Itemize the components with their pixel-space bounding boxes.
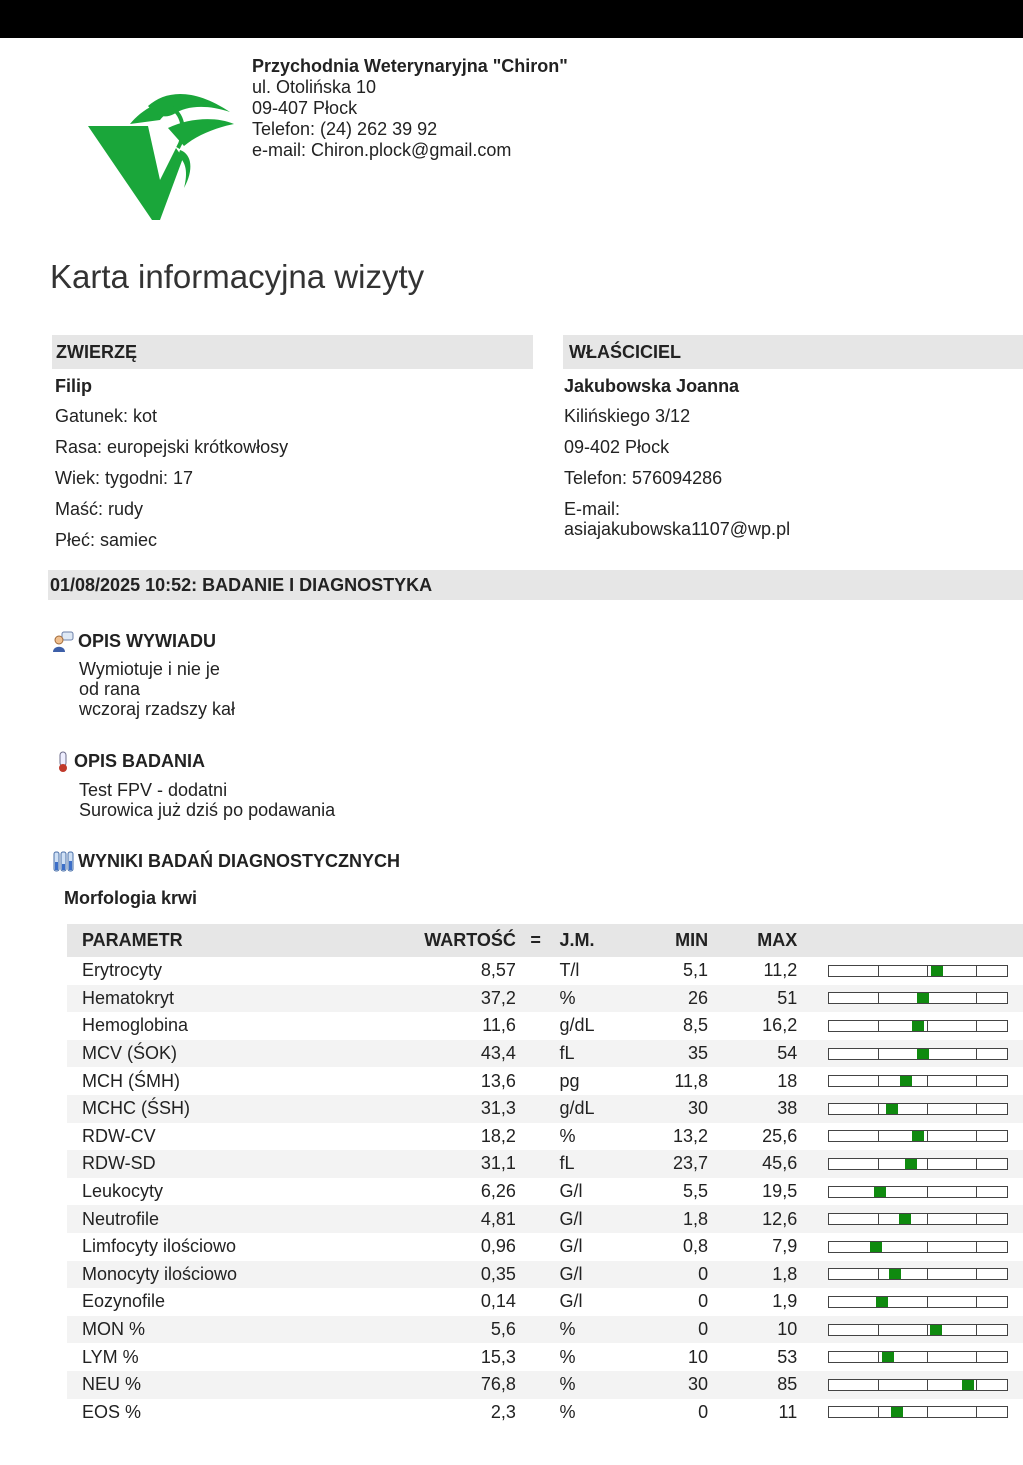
value-cell: 31,3 bbox=[310, 1095, 516, 1123]
min-cell: 13,2 bbox=[673, 1125, 709, 1146]
animal-section-header: ZWIERZĘ bbox=[52, 335, 533, 369]
eq-cell bbox=[516, 1261, 556, 1289]
range-bar bbox=[828, 1186, 1008, 1198]
eq-cell bbox=[516, 1288, 556, 1316]
range-tick bbox=[976, 1297, 977, 1307]
param-cell: MCHC (ŚSH) bbox=[67, 1095, 310, 1123]
value-marker bbox=[905, 1159, 917, 1169]
range-bar bbox=[828, 992, 1008, 1004]
value-cell: 76,8 bbox=[310, 1371, 516, 1399]
unit-cell: % bbox=[559, 1401, 576, 1422]
max-cell: 11,2 bbox=[763, 960, 798, 981]
range-bar bbox=[828, 1075, 1008, 1087]
unit-cell: % bbox=[559, 1125, 576, 1146]
range-cell bbox=[801, 1095, 1023, 1123]
eq-cell bbox=[516, 957, 556, 985]
exam-text: Test FPV - dodatni Surowica już dziś po podawania bbox=[79, 780, 336, 820]
range-tick bbox=[878, 966, 879, 976]
range-tick bbox=[878, 993, 879, 1003]
min-cell: 30 bbox=[649, 1371, 709, 1399]
range-tick bbox=[976, 993, 977, 1003]
max-cell: 1,9 bbox=[772, 1291, 798, 1312]
max-cell: 85 bbox=[708, 1371, 801, 1399]
value-cell: 11,6 bbox=[482, 1015, 516, 1036]
max-cell: 19,5 bbox=[762, 1181, 798, 1202]
param-cell: EOS % bbox=[82, 1401, 142, 1422]
max-cell: 45,6 bbox=[708, 1150, 801, 1178]
range-bar bbox=[828, 1351, 1008, 1363]
eq-cell bbox=[516, 1095, 556, 1123]
range-tick bbox=[878, 1325, 879, 1335]
min-cell: 35 bbox=[649, 1040, 709, 1068]
range-bar bbox=[828, 1268, 1008, 1280]
range-bar bbox=[828, 965, 1008, 977]
range-bar bbox=[828, 1103, 1008, 1115]
col-value: WARTOŚĆ bbox=[310, 924, 516, 957]
value-marker bbox=[930, 1325, 942, 1335]
min-cell: 0 bbox=[698, 1291, 709, 1312]
max-cell: 54 bbox=[708, 1040, 801, 1068]
max-cell: 18 bbox=[777, 1070, 798, 1091]
value-cell: 6,26 bbox=[480, 1181, 516, 1202]
value-cell: 18,2 bbox=[480, 1125, 516, 1146]
owner-email-label: E-mail: bbox=[564, 499, 621, 519]
clinic-info bbox=[252, 56, 568, 161]
panel-name: Morfologia krwi bbox=[64, 888, 198, 908]
range-bar bbox=[828, 1324, 1008, 1336]
range-tick bbox=[927, 1297, 928, 1307]
range-cell bbox=[801, 1261, 1023, 1289]
min-cell: 23,7 bbox=[649, 1150, 709, 1178]
range-bar bbox=[828, 1130, 1008, 1142]
range-tick bbox=[927, 1407, 928, 1417]
range-tick bbox=[878, 1021, 879, 1031]
max-cell: 25,6 bbox=[762, 1125, 798, 1146]
param-cell: Monocyty ilościowo bbox=[67, 1261, 310, 1289]
value-cell: 4,81 bbox=[310, 1205, 516, 1233]
range-cell bbox=[801, 1123, 1023, 1151]
value-marker bbox=[917, 1049, 929, 1059]
range-tick bbox=[878, 1214, 879, 1224]
unit-cell: % bbox=[555, 1371, 648, 1399]
range-tick bbox=[976, 1187, 977, 1197]
range-tick bbox=[976, 1131, 977, 1141]
value-marker bbox=[912, 1131, 924, 1141]
results-title-label: WYNIKI BADAŃ DIAGNOSTYCZNYCH bbox=[78, 851, 400, 871]
table-row bbox=[67, 1343, 1023, 1371]
param-cell: Eozynofile bbox=[82, 1291, 166, 1312]
col-param: PARAMETR bbox=[67, 924, 310, 957]
table-row bbox=[67, 1012, 1023, 1040]
eq-cell bbox=[516, 1371, 556, 1399]
interview-text: Wymiotuje i nie je od rana wczoraj rzadszy kał bbox=[79, 659, 236, 719]
col-max: MAX bbox=[708, 924, 801, 957]
clinic-city: 09-407 Płock bbox=[252, 98, 358, 118]
results-table bbox=[67, 924, 1023, 1426]
results-title bbox=[52, 850, 400, 873]
max-cell: 51 bbox=[708, 985, 801, 1013]
range-bar bbox=[828, 1406, 1008, 1418]
animal-color: Maść: rudy bbox=[55, 499, 144, 519]
max-cell: 11 bbox=[778, 1401, 798, 1422]
clinic-name: Przychodnia Weterynaryjna "Chiron" bbox=[252, 56, 568, 76]
results-body bbox=[67, 957, 1023, 1426]
value-cell: 2,3 bbox=[490, 1401, 516, 1422]
eq-cell bbox=[516, 1178, 556, 1206]
range-cell bbox=[801, 1233, 1023, 1261]
col-range bbox=[801, 924, 1023, 957]
value-marker bbox=[889, 1269, 901, 1279]
param-cell: LYM % bbox=[82, 1346, 139, 1367]
exam-title bbox=[56, 750, 205, 773]
param-cell: Erytrocyty bbox=[82, 960, 163, 981]
range-tick bbox=[878, 1352, 879, 1362]
col-unit: J.M. bbox=[555, 924, 648, 957]
range-cell bbox=[801, 1067, 1023, 1095]
eq-cell bbox=[516, 1233, 556, 1261]
param-cell: Leukocyty bbox=[82, 1181, 164, 1202]
owner-section-header: WŁAŚCICIEL bbox=[563, 335, 1023, 369]
range-tick bbox=[878, 1407, 879, 1417]
max-cell: 53 bbox=[777, 1346, 798, 1367]
test-tubes-icon bbox=[52, 851, 74, 873]
range-bar bbox=[828, 1213, 1008, 1225]
range-tick bbox=[927, 1269, 928, 1279]
range-tick bbox=[976, 1242, 977, 1252]
value-marker bbox=[874, 1187, 886, 1197]
unit-cell: g/dL bbox=[559, 1015, 595, 1036]
unit-cell: % bbox=[555, 1316, 648, 1344]
animal-info bbox=[55, 376, 288, 550]
range-tick bbox=[976, 1352, 977, 1362]
eq-cell bbox=[516, 1150, 556, 1178]
range-tick bbox=[927, 1159, 928, 1169]
range-tick bbox=[976, 1269, 977, 1279]
value-marker bbox=[882, 1352, 894, 1362]
value-marker bbox=[912, 1021, 924, 1031]
owner-email: asiajakubowska1107@wp.pl bbox=[564, 519, 791, 539]
range-tick bbox=[927, 1214, 928, 1224]
value-cell: 0,14 bbox=[480, 1291, 516, 1312]
range-tick bbox=[927, 1021, 928, 1031]
value-cell: 31,1 bbox=[310, 1150, 516, 1178]
min-cell: 5,5 bbox=[683, 1181, 709, 1202]
clinic-email: e-mail: Chiron.plock@gmail.com bbox=[252, 140, 512, 160]
range-tick bbox=[878, 1076, 879, 1086]
page-title: Karta informacyjna wizyty bbox=[50, 258, 425, 295]
range-tick bbox=[927, 1076, 928, 1086]
range-tick bbox=[878, 1131, 879, 1141]
table-row bbox=[67, 1288, 1023, 1316]
table-row bbox=[67, 1399, 1023, 1427]
unit-cell: % bbox=[555, 985, 648, 1013]
unit-cell: T/l bbox=[559, 960, 580, 981]
table-row bbox=[67, 985, 1023, 1013]
value-cell: 43,4 bbox=[310, 1040, 516, 1068]
unit-cell: G/l bbox=[559, 1181, 583, 1202]
param-cell: MON % bbox=[67, 1316, 310, 1344]
unit-cell: % bbox=[559, 1346, 576, 1367]
animal-sex: Płeć: samiec bbox=[55, 530, 158, 550]
value-cell: 8,57 bbox=[480, 960, 516, 981]
value-marker bbox=[900, 1076, 912, 1086]
range-cell bbox=[801, 1316, 1023, 1344]
owner-name: Jakubowska Joanna bbox=[564, 376, 740, 396]
min-cell: 0 bbox=[698, 1401, 709, 1422]
animal-name: Filip bbox=[55, 376, 92, 396]
range-cell bbox=[801, 1288, 1023, 1316]
param-cell: RDW-CV bbox=[82, 1125, 156, 1146]
range-cell bbox=[801, 1012, 1023, 1040]
value-marker bbox=[891, 1407, 903, 1417]
top-status-bar bbox=[0, 0, 1023, 38]
range-tick bbox=[927, 1380, 928, 1390]
range-tick bbox=[878, 1049, 879, 1059]
unit-cell: G/l bbox=[555, 1205, 648, 1233]
min-cell: 11,8 bbox=[674, 1070, 709, 1091]
table-row bbox=[67, 1150, 1023, 1178]
max-cell: 38 bbox=[708, 1095, 801, 1123]
value-cell: 13,6 bbox=[480, 1070, 516, 1091]
param-cell: NEU % bbox=[67, 1371, 310, 1399]
value-marker bbox=[870, 1242, 882, 1252]
min-cell: 0 bbox=[649, 1316, 709, 1344]
unit-cell: g/dL bbox=[555, 1095, 648, 1123]
range-cell bbox=[801, 1040, 1023, 1068]
clinic-logo bbox=[88, 88, 238, 228]
range-tick bbox=[927, 1104, 928, 1114]
range-tick bbox=[927, 966, 928, 976]
table-row bbox=[67, 1178, 1023, 1206]
eq-cell bbox=[516, 1040, 556, 1068]
unit-cell: G/l bbox=[555, 1261, 648, 1289]
owner-phone: Telefon: 576094286 bbox=[564, 468, 723, 488]
exam-title-label: OPIS BADANIA bbox=[74, 751, 206, 771]
range-tick bbox=[976, 1159, 977, 1169]
value-marker bbox=[899, 1214, 911, 1224]
eq-cell bbox=[516, 1067, 556, 1095]
range-tick bbox=[976, 1380, 977, 1390]
eq-cell bbox=[516, 1343, 556, 1371]
range-cell bbox=[801, 1150, 1023, 1178]
interview-title-label: OPIS WYWIADU bbox=[78, 631, 216, 651]
param-cell: MCV (ŚOK) bbox=[67, 1040, 310, 1068]
range-bar bbox=[828, 1158, 1008, 1170]
range-cell bbox=[801, 1205, 1023, 1233]
table-row bbox=[67, 1233, 1023, 1261]
max-cell: 1,8 bbox=[708, 1261, 801, 1289]
min-cell: 0,8 bbox=[683, 1236, 709, 1257]
unit-cell: G/l bbox=[559, 1291, 583, 1312]
range-tick bbox=[878, 1159, 879, 1169]
eq-cell bbox=[516, 1123, 556, 1151]
value-marker bbox=[917, 993, 929, 1003]
param-cell: Neutrofile bbox=[67, 1205, 310, 1233]
min-cell: 0 bbox=[649, 1261, 709, 1289]
range-tick bbox=[927, 1242, 928, 1252]
range-tick bbox=[976, 966, 977, 976]
animal-age: Wiek: tygodni: 17 bbox=[55, 468, 194, 488]
col-min: MIN bbox=[649, 924, 709, 957]
range-tick bbox=[976, 1214, 977, 1224]
table-row bbox=[67, 1067, 1023, 1095]
owner-city: 09-402 Płock bbox=[564, 437, 670, 457]
owner-street: Kilińskiego 3/12 bbox=[564, 406, 691, 426]
eq-cell bbox=[516, 1012, 556, 1040]
range-bar bbox=[828, 1241, 1008, 1253]
value-marker bbox=[876, 1297, 888, 1307]
range-tick bbox=[927, 1325, 928, 1335]
range-tick bbox=[927, 1352, 928, 1362]
unit-cell: fL bbox=[555, 1040, 648, 1068]
range-bar bbox=[828, 1020, 1008, 1032]
range-bar bbox=[828, 1379, 1008, 1391]
range-cell bbox=[801, 985, 1023, 1013]
param-cell: Hematokryt bbox=[67, 985, 310, 1013]
unit-cell: fL bbox=[555, 1150, 648, 1178]
range-tick bbox=[927, 1187, 928, 1197]
min-cell: 5,1 bbox=[683, 960, 709, 981]
value-marker bbox=[931, 966, 943, 976]
table-row bbox=[67, 957, 1023, 985]
clinic-phone: Telefon: (24) 262 39 92 bbox=[252, 119, 438, 139]
range-tick bbox=[878, 1380, 879, 1390]
min-cell: 1,8 bbox=[649, 1205, 709, 1233]
range-tick bbox=[976, 1104, 977, 1114]
range-tick bbox=[976, 1325, 977, 1335]
table-row bbox=[67, 1205, 1023, 1233]
range-tick bbox=[878, 1104, 879, 1114]
animal-breed: Rasa: europejski krótkowłosy bbox=[55, 437, 289, 457]
eq-cell bbox=[516, 985, 556, 1013]
range-bar bbox=[828, 1296, 1008, 1308]
range-cell bbox=[801, 1343, 1023, 1371]
value-cell: 0,96 bbox=[480, 1236, 516, 1257]
unit-cell: G/l bbox=[559, 1236, 583, 1257]
range-tick bbox=[976, 1076, 977, 1086]
param-cell: MCH (ŚMH) bbox=[82, 1070, 180, 1091]
max-cell: 10 bbox=[708, 1316, 801, 1344]
value-cell: 37,2 bbox=[310, 985, 516, 1013]
table-row bbox=[67, 1040, 1023, 1068]
max-cell: 12,6 bbox=[708, 1205, 801, 1233]
thermometer-icon bbox=[56, 751, 70, 773]
eq-cell bbox=[516, 1205, 556, 1233]
animal-species: Gatunek: kot bbox=[55, 406, 158, 426]
range-tick bbox=[927, 1131, 928, 1141]
eq-cell bbox=[516, 1316, 556, 1344]
range-cell bbox=[801, 957, 1023, 985]
value-cell: 0,35 bbox=[310, 1261, 516, 1289]
param-cell: Hemoglobina bbox=[82, 1015, 189, 1036]
param-cell: RDW-SD bbox=[67, 1150, 310, 1178]
range-bar bbox=[828, 1048, 1008, 1060]
min-cell: 30 bbox=[649, 1095, 709, 1123]
owner-info bbox=[564, 376, 790, 539]
value-cell: 5,6 bbox=[310, 1316, 516, 1344]
range-tick bbox=[976, 1049, 977, 1059]
eq-cell bbox=[516, 1399, 556, 1427]
clinic-address: ul. Otolińska 10 bbox=[252, 77, 377, 97]
range-tick bbox=[976, 1021, 977, 1031]
person-speech-icon bbox=[52, 631, 74, 653]
min-cell: 8,5 bbox=[683, 1015, 709, 1036]
max-cell: 16,2 bbox=[762, 1015, 798, 1036]
results-header-row bbox=[67, 924, 1023, 957]
range-cell bbox=[801, 1399, 1023, 1427]
value-cell: 15,3 bbox=[480, 1346, 516, 1367]
table-row bbox=[67, 1095, 1023, 1123]
range-tick bbox=[878, 1269, 879, 1279]
range-tick bbox=[976, 1407, 977, 1417]
table-row bbox=[67, 1123, 1023, 1151]
min-cell: 10 bbox=[688, 1346, 709, 1367]
col-eq: = bbox=[516, 924, 556, 957]
table-row bbox=[67, 1261, 1023, 1289]
range-cell bbox=[801, 1178, 1023, 1206]
table-row bbox=[67, 1371, 1023, 1399]
min-cell: 26 bbox=[649, 985, 709, 1013]
value-marker bbox=[886, 1104, 898, 1114]
interview-title bbox=[52, 630, 216, 653]
unit-cell: pg bbox=[559, 1070, 580, 1091]
range-cell bbox=[801, 1371, 1023, 1399]
param-cell: Limfocyty ilościowo bbox=[82, 1236, 237, 1257]
max-cell: 7,9 bbox=[772, 1236, 798, 1257]
value-marker bbox=[962, 1380, 974, 1390]
visit-header: 01/08/2025 10:52: BADANIE I DIAGNOSTYKA bbox=[48, 570, 1023, 600]
table-row bbox=[67, 1316, 1023, 1344]
